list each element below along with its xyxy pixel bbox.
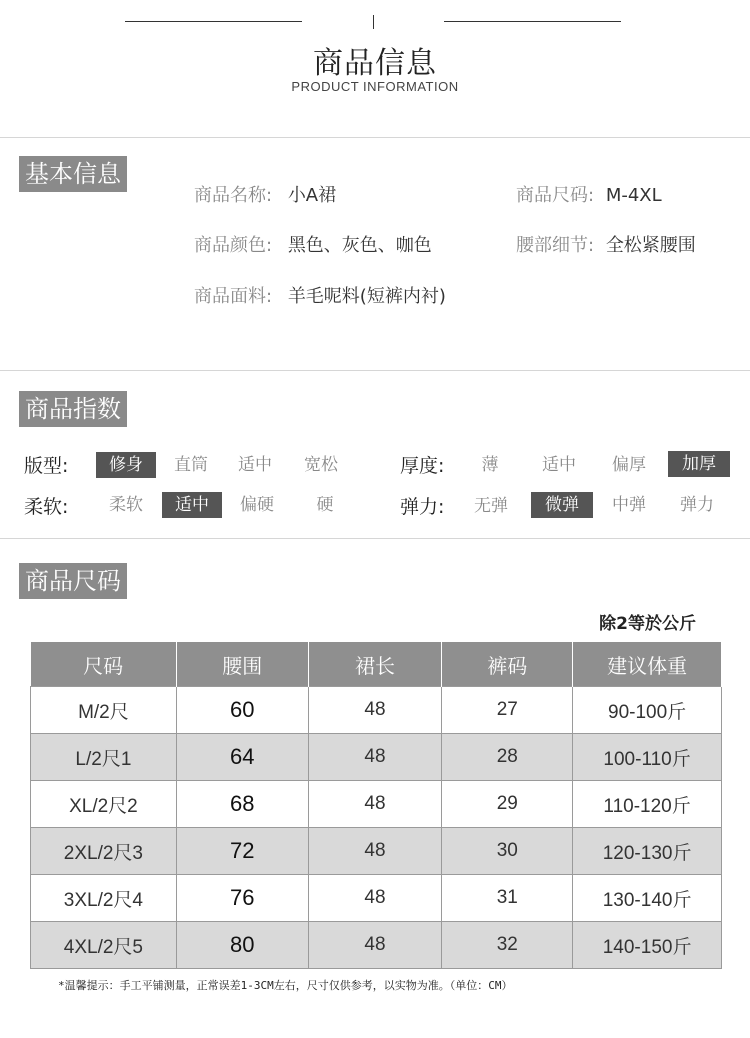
table-cell: 2XL/2尺3 [31,828,177,875]
column-header: 腰围 [176,642,308,687]
table-cell: 48 [308,875,442,922]
table-cell: XL/2尺2 [31,781,177,828]
header-rule-left [125,21,302,22]
index-key-elasticity: 弹力: [400,496,445,518]
index-key-thickness: 厚度: [400,455,445,477]
index-key-fit: 版型: [24,455,69,477]
size-table-header [31,642,722,687]
table-cell: 64 [176,734,308,781]
field-fabric [194,282,446,308]
index-option-elasticity-high: 弹力 [680,495,714,515]
table-cell: M/2尺 [31,687,177,734]
table-row [31,922,722,969]
table-cell: 31 [442,875,573,922]
table-cell: 72 [176,828,308,875]
field-waist-key: 腰部细节: [516,235,595,256]
table-cell: 76 [176,875,308,922]
divider [0,370,750,371]
index-option-fit-straight: 直筒 [174,455,208,475]
table-cell: 28 [442,734,573,781]
table-row [31,875,722,922]
index-option-softness-stiff: 硬 [316,495,334,515]
table-cell: 90-100斤 [573,687,722,734]
field-size-value: M-4XL [605,185,662,206]
table-cell: 140-150斤 [573,922,722,969]
index-option-elasticity-medium: 中弹 [612,495,646,515]
table-cell: 80 [176,922,308,969]
index-option-softness-medium: 适中 [162,492,222,518]
table-cell: 48 [308,922,442,969]
index-option-softness-soft: 柔软 [109,495,143,515]
table-row [31,828,722,875]
table-cell: 68 [176,781,308,828]
section-label-size: 商品尺码 [19,563,127,599]
field-fabric-value: 羊毛呢料(短裤内衬) [287,286,446,307]
index-option-thickness-thicker: 偏厚 [612,455,646,475]
table-cell: 48 [308,687,442,734]
index-option-thickness-medium: 适中 [542,455,576,475]
table-cell: 110-120斤 [573,781,722,828]
field-color-value: 黑色、灰色、咖色 [287,235,432,256]
measurement-tip: *温馨提示：手工平铺测量，正常误差1-3CM左右，尺寸仅供参考，以实物为准。（单位：CM） [58,979,513,992]
page-subtitle: PRODUCT INFORMATION [291,79,459,94]
table-cell: 30 [442,828,573,875]
field-waist [516,231,696,257]
index-option-softness-stiffish: 偏硬 [240,495,274,515]
index-option-fit-loose: 宽松 [304,455,338,475]
table-cell: 4XL/2尺5 [31,922,177,969]
page-title: 商品信息 [313,46,437,81]
field-fabric-key: 商品面料: [194,286,273,307]
table-cell: 120-130斤 [573,828,722,875]
header-center-tick [373,15,374,29]
table-cell: 100-110斤 [573,734,722,781]
index-option-elasticity-slight: 微弹 [531,492,593,518]
table-row [31,781,722,828]
table-cell: 3XL/2尺4 [31,875,177,922]
table-cell: 130-140斤 [573,875,722,922]
table-cell: 48 [308,734,442,781]
unit-note: 除2等於公斤 [599,614,696,634]
table-row [31,734,722,781]
header-rule-right [444,21,621,22]
field-color-key: 商品颜色: [194,235,273,256]
field-size-key: 商品尺码: [516,185,595,206]
table-cell: 48 [308,828,442,875]
divider [0,538,750,539]
section-label-basic: 基本信息 [19,156,127,192]
table-cell: 32 [442,922,573,969]
field-waist-value: 全松紧腰围 [605,235,696,256]
field-size [516,181,662,207]
table-row [31,687,722,734]
section-label-index: 商品指数 [19,391,127,427]
table-cell: 27 [442,687,573,734]
index-option-thickness-thin: 薄 [481,455,499,475]
index-option-thickness-thick: 加厚 [668,451,730,477]
table-cell: 29 [442,781,573,828]
index-option-fit-medium: 适中 [238,455,272,475]
column-header: 建议体重 [573,642,722,687]
index-option-elasticity-none: 无弹 [474,496,508,516]
field-color [194,231,432,257]
column-header: 裤码 [442,642,573,687]
index-key-softness: 柔软: [24,496,69,518]
table-cell: 48 [308,781,442,828]
size-table [30,642,722,969]
column-header: 裙长 [308,642,442,687]
field-name [194,181,336,207]
field-name-value: 小A裙 [287,185,337,206]
field-name-key: 商品名称: [194,185,273,206]
divider [0,137,750,138]
column-header: 尺码 [31,642,177,687]
table-cell: 60 [176,687,308,734]
index-option-fit-slim: 修身 [96,452,156,478]
table-cell: L/2尺1 [31,734,177,781]
